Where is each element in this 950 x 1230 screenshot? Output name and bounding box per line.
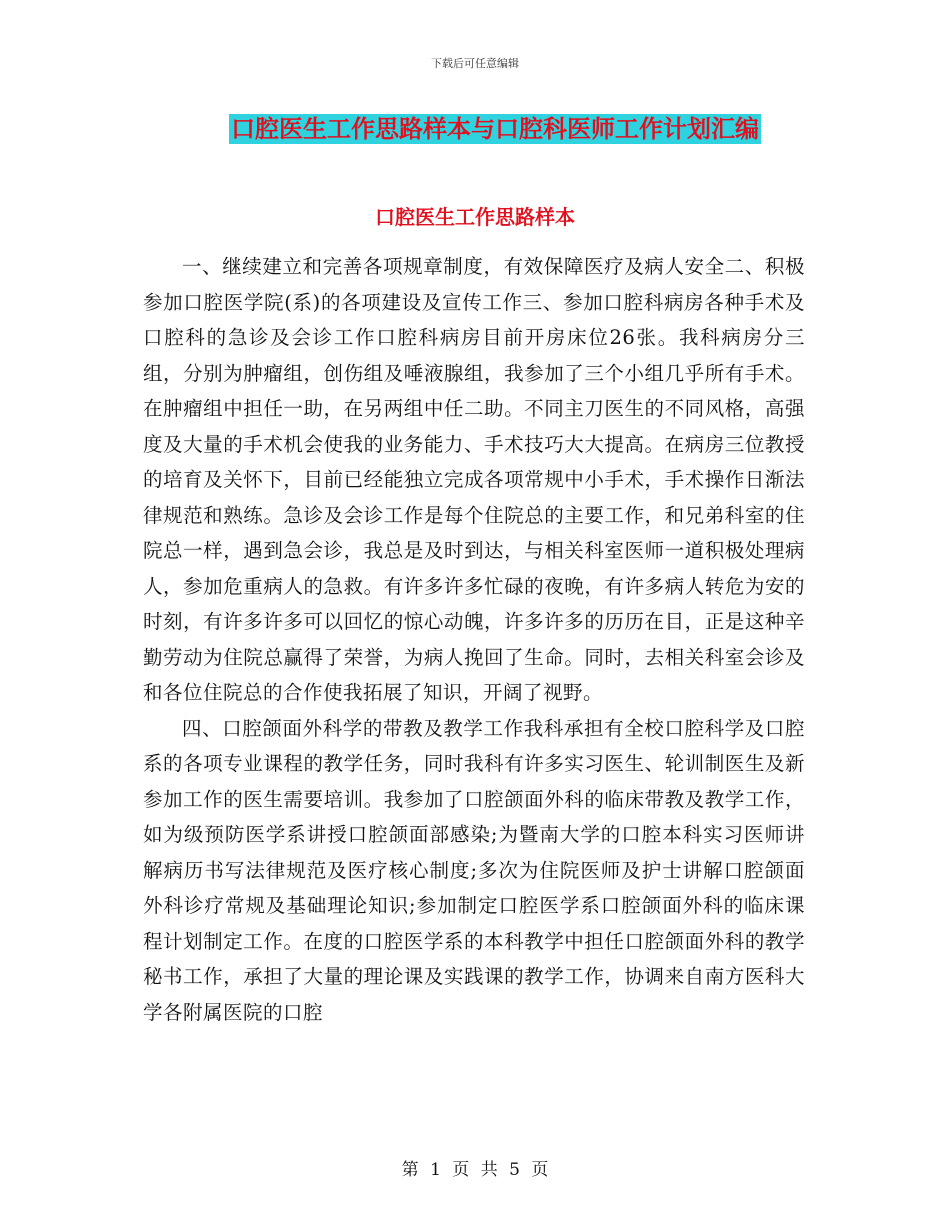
document-body <box>143 249 805 1030</box>
paragraph-1: 一、继续建立和完善各项规章制度，有效保障医疗及病人安全二、积极参加口腔医学院(系)的各项建设及宣传工作三、参加口腔科病房各种手术及口腔科的急诊及会诊工作口腔科病房目前开房床位26张。我科病房分三组，分别为肿瘤组，创伤组及唾液腺组，我参加了三个小组几乎所有手术。在肿瘤组中担任一助，在另两组中任二助。不同主刀医生的不同风格，高强度及大量的手术机会使我的业务能力、手术技巧大大提高。在病房三位教授的培育及关怀下，目前已经能独立完成各项常规中小手术，手术操作日渐法律规范和熟练。急诊及会诊工作是每个住院总的主要工作，和兄弟科室的住院总一样，遇到急会诊，我总是及时到达，与相关科室医师一道积极处理病人，参加危重病人的急救。有许多许多忙碌的夜晚，有许多病人转危为安的时刻，有许多许多可以回忆的惊心动魄，许多许多的历历在目，正是这种辛勤劳动为住院总赢得了荣誉，为病人挽回了生命。同时，去相关科室会诊及和各位住院总的合作使我拓展了知识，开阔了视野。 <box>143 255 805 704</box>
main-title: 口腔医生工作思路样本与口腔科医师工作计划汇编 <box>231 115 759 143</box>
header-note: 下载后可任意编辑 <box>431 57 519 70</box>
paragraph-2: 四、口腔颌面外科学的带教及教学工作我科承担有全校口腔科学及口腔系的各项专业课程的教学任务，同时我科有许多实习医生、轮训制医生及新参加工作的医生需要培训。我参加了口腔颌面外科的临床带教及教学工作，如为级预防医学系讲授口腔颌面部感染;为暨南大学的口腔本科实习医师讲解病历书写法律规范及医疗核心制度;多次为住院医师及护士讲解口腔颌面外科诊疗常规及基础理论知识;参加制定口腔医学系口腔颌面外科的临床课程计划制定工作。在度的口腔医学系的本科教学中担任口腔颌面外科的教学秘书工作，承担了大量的理论课及实践课的教学工作，协调来自南方医科大学各附属医院的口腔 <box>143 716 805 1024</box>
section-title: 口腔医生工作思路样本 <box>375 205 575 229</box>
page-footer: 第 1 页 共 5 页 <box>401 1160 549 1180</box>
main-title-wrapper <box>0 114 950 144</box>
